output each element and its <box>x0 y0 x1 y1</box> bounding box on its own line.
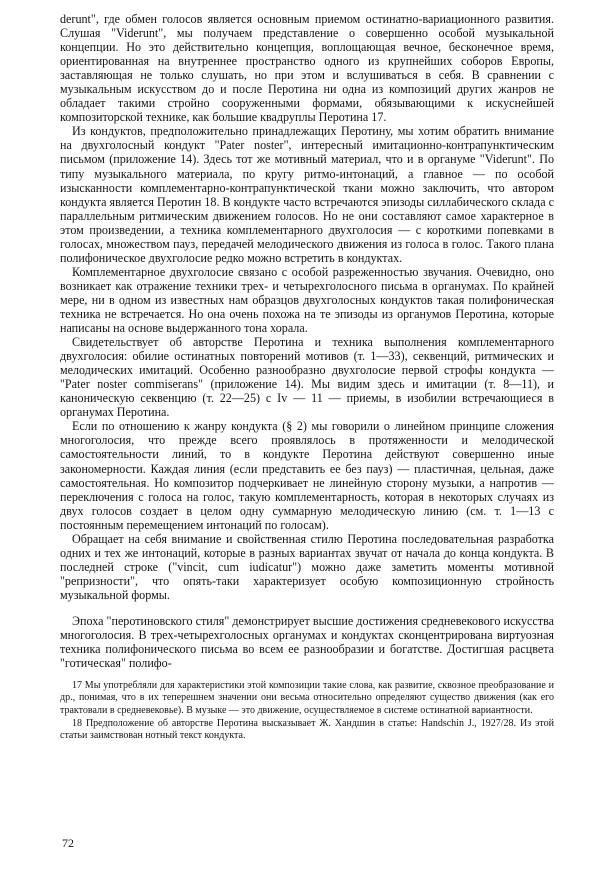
paragraph-5: Если по отношению к жанру кондукта (§ 2) мы говорили о линейном принципе сложения многоголосия, что прежде всего проявлялось в протяженности и мелодической самостоятельности линий, то в кондукте Перотина действуют совершенно иные закономерности. Каждая линия (если представить ее без пауз) — пластичная, цельная, даже самостоятельная. Но композитор подчеркивает не линейную сторону музыки, а напротив — переключения с голоса на голос, такую комплементарность, которая в некоторых случаях из двух голосов создает в целом одну суммарную мелодическую линию (см. т. 1—13 с постоянным перемещением интонаций по голосам). <box>60 419 554 532</box>
paragraph-1: derunt", где обмен голосов является основным приемом остинатно-вариационного развития. Слушая "Viderunt", мы получаем представление о совершенно особой музыкальной концепции. Но это действительно концепция, воплощающая вечное, бесконечное время, ориентированная на внутреннее пространство одного из крупнейших соборов Европы, заставляющая не только слушать, но при этом и вслушиваться в себя. В сравнении с музыкальным искусством до и после Перотина ни одна из композиций других жанров не обладает такими стройно сооруженными формами, обязывающими к искуснейшей композиторской технике, как большие квадруплы Перотина 17. <box>60 12 554 125</box>
footnote-17: 17 Мы употребляли для характеристики этой композиции такие слова, как развитие, сквозное преобразование и др., понимая, что в их теперешнем значении они весьма относительно определяют существо движения (как его трактовали в средневековье). В музыке — это движение, осуществляемое в системе остинатной вариантности. <box>60 680 554 716</box>
page-body <box>60 12 554 743</box>
paragraph-3: Комплементарное двухголосие связано с особой разреженностью звучания. Очевидно, оно возникает как отражение техники трех- и четырехголосного письма в органумах. По крайней мере, ни в одном из известных нам образцов двухголосных кондуктов такая полифоническая техника не встречается. Но она очень похожа на те эпизоды из органумов Перотина, которые написаны на основе выдержанного тона хорала. <box>60 264 554 336</box>
paragraph-6: Обращает на себя внимание и свойственная стилю Перотина последовательная разработка одних и тех же интонаций, которые в разных вариантах звучат от начала до конца кондукта. В последней строке ("vincit, cum iudicatur") можно даже заметить моменты мотивной "репризности", что опять-таки характеризует особую композиционную стройность музыкальной формы. <box>60 531 554 602</box>
page-number: 72 <box>62 836 74 850</box>
paragraph-2: Из кондуктов, предположительно принадлежащих Перотину, мы хотим обратить внимание на двухголосный кондукт "Pater noster", интересный имитационно-контрапунктическим письмом (приложение 14). Здесь тот же мотивный материал, что и в органуме "Viderunt". По типу музыкального материала, по кругу ритмо-интонаций, а главное — по особой изысканности комплементарно-контрапунктической ткани можно заключить, что автором кондукта является Перотин 18. В кондукте часто встречаются эпизоды силлабического склада с параллельным ритмическим движением голосов. Но не они составляют самое характерное в этом произведении, а техника комплементарного двухголосия — с короткими попевками в голосах, множеством пауз, передачей мелодического движения из голоса в голос. Такого плана полифоническое двухголосие редко можно встретить в кондуктах. <box>60 124 554 265</box>
paragraph-4: Свидетельствует об авторстве Перотина и техника выполнения комплементарного двухголосия: обилие остинатных повторений мотивов (т. 1—33), секвенций, ритмических и мелодических имитаций. Особенно разнообразно двухголосие первой строфы кондукта — "Pater noster commiserans" (приложение 14). Мы видим здесь и имитации (т. 8—11), и каноническую секвенцию (т. 22—25) с Iv — 11 — приемы, в изобилии встречающиеся в органумах Перотина. <box>60 335 554 420</box>
paragraph-7: Эпоха "перотиновского стиля" демонстрирует высшие достижения средневекового искусства многоголосия. В трех-четырехголосных органумах и кондуктах сконцентрирована виртуозная техника полифонического письма во всем ее разнообразии и богатстве. Достигшая расцвета "готическая" полифо- <box>60 613 554 671</box>
section-gap <box>60 602 554 614</box>
footnote-18: 18 Предположение об авторстве Перотина высказывает Ж. Хандшин в статье: Handschin J., 1927/28. Из этой статьи заимствован нотный текст кондукта. <box>60 717 554 741</box>
footnotes <box>60 680 554 742</box>
